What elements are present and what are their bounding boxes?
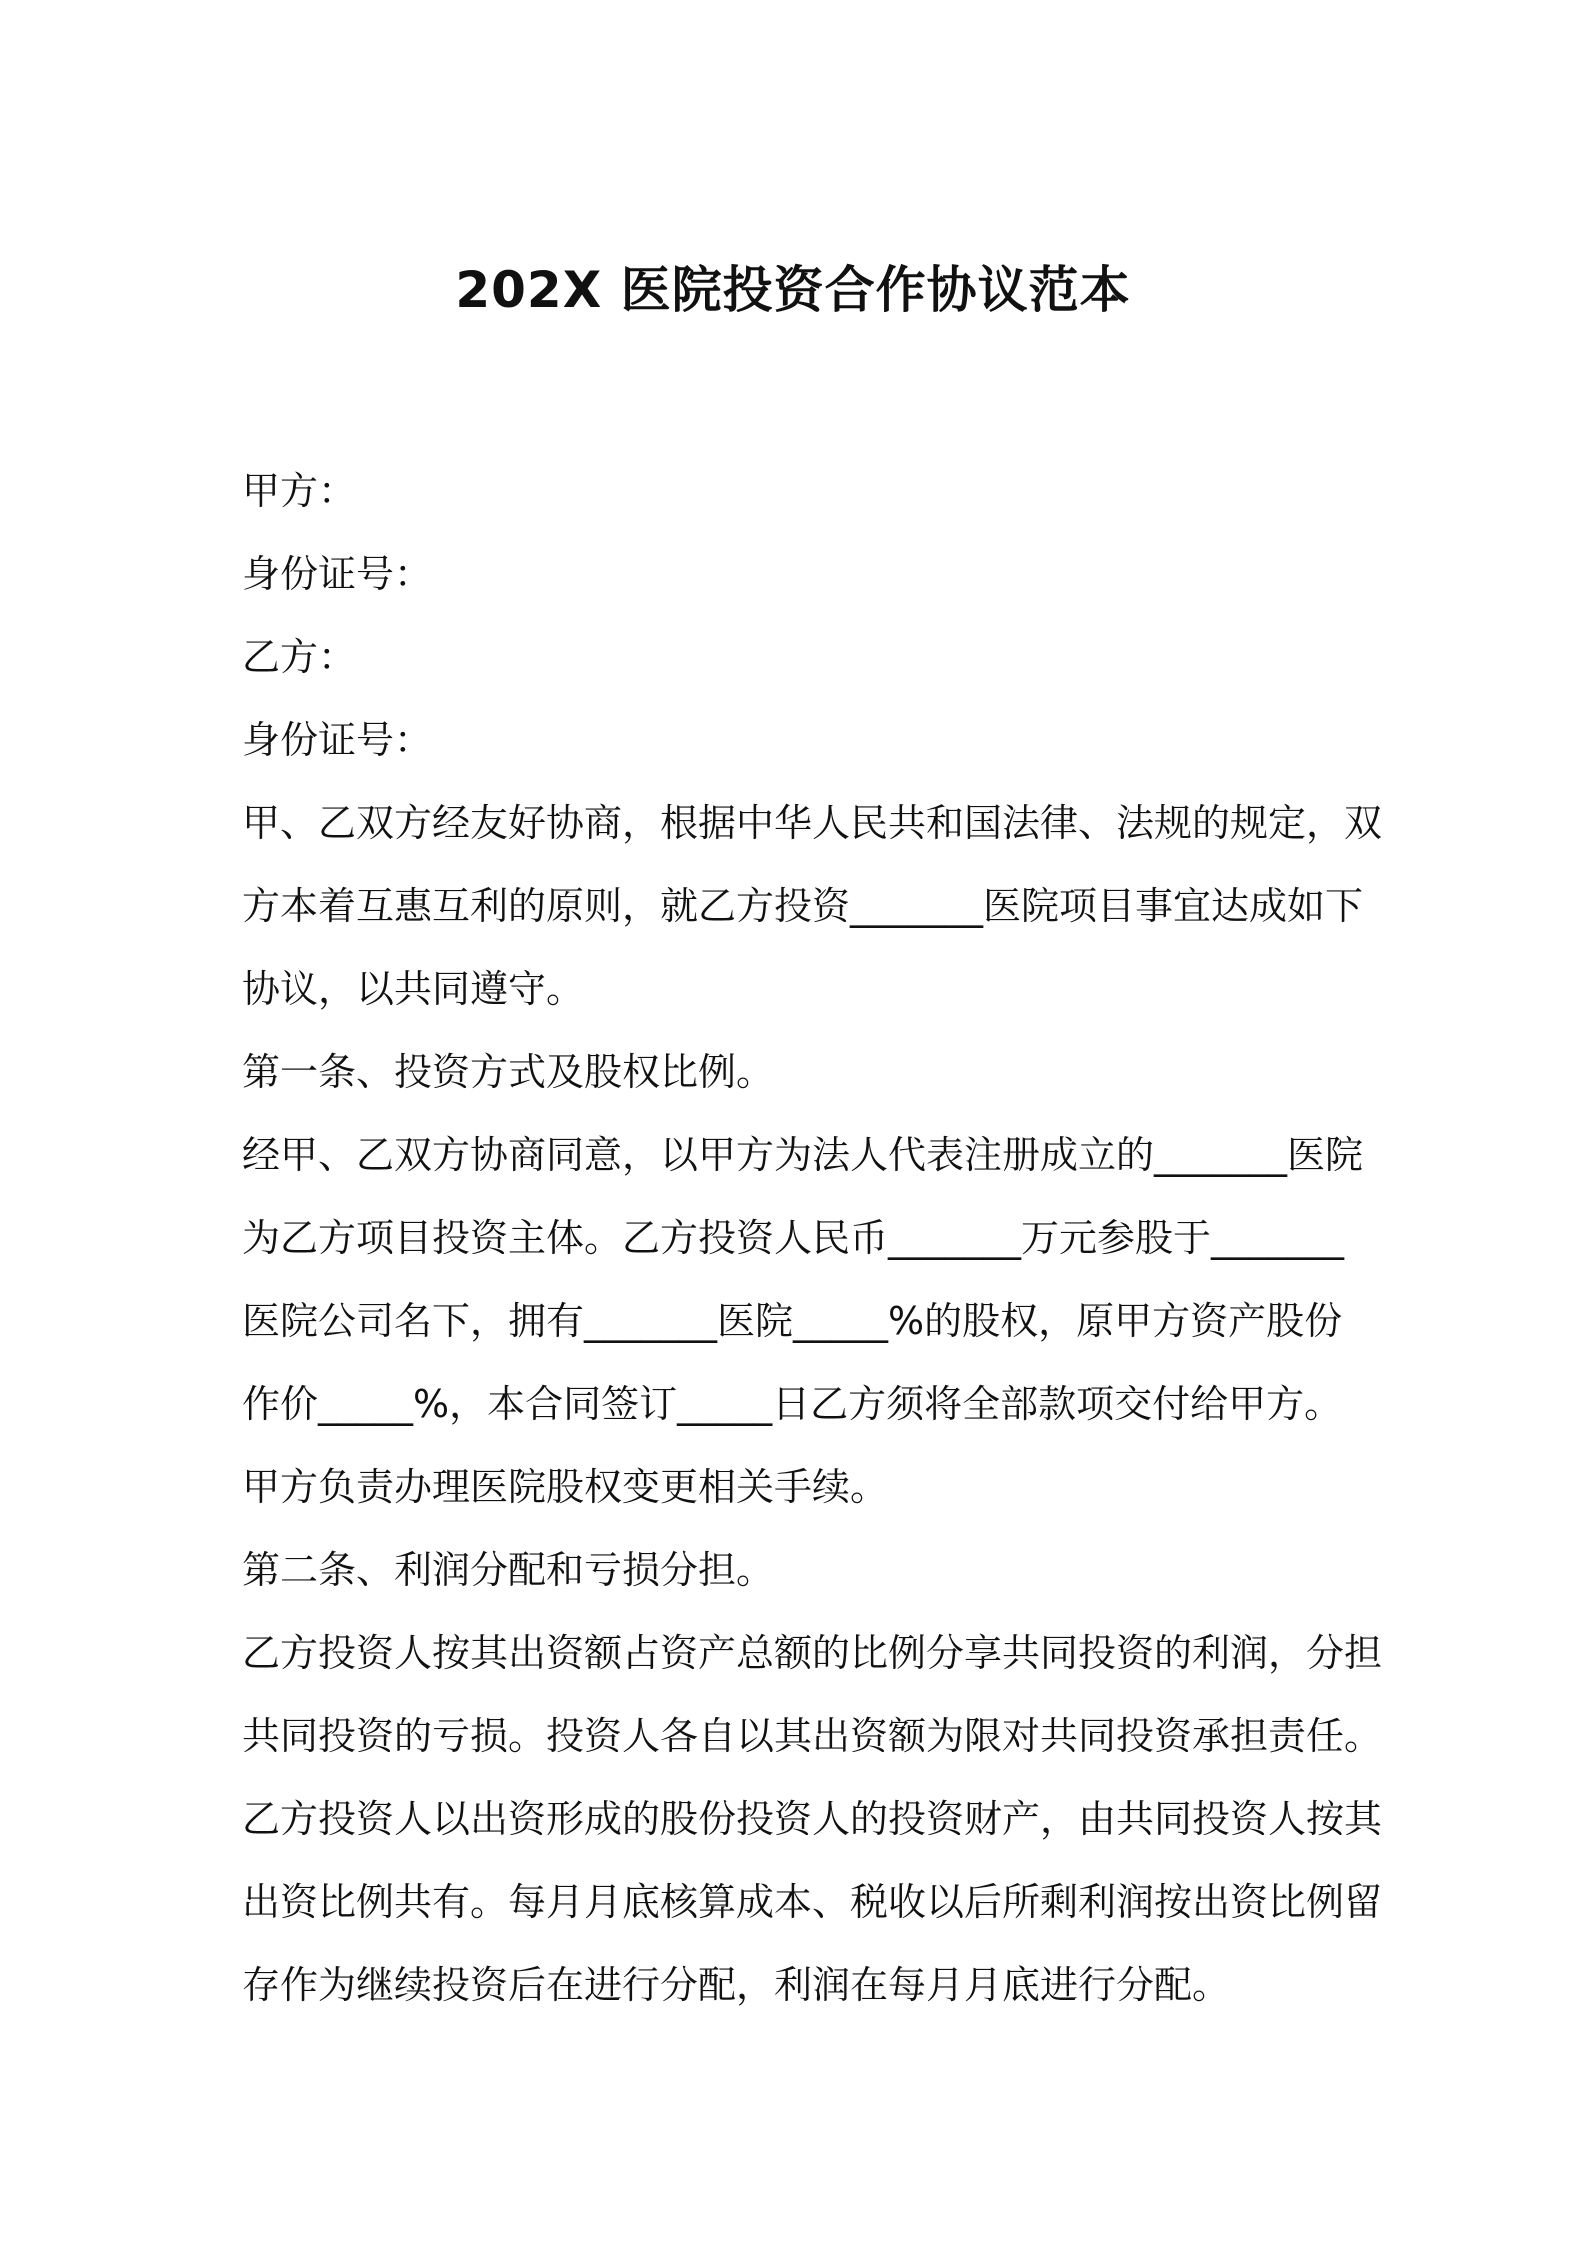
article-two-line: 存作为继续投资后在进行分配，利润在每月月底进行分配。 <box>242 1963 1231 2007</box>
article-two-line: 乙方投资人以出资形成的股份投资人的投资财产，由共同投资人按其 <box>242 1797 1383 1841</box>
article-one-line: 作价_____%，本合同签订_____日乙方须将全部款项交付给甲方。 <box>242 1382 1343 1426</box>
party-b-id-label: 身份证号： <box>242 718 433 762</box>
party-b-label: 乙方： <box>242 635 357 679</box>
preamble-line: 协议，以共同遵守。 <box>242 967 585 1011</box>
document-body <box>242 450 1383 2027</box>
article-one-line: 经甲、乙双方协商同意，以甲方为法人代表注册成立的_______医院 <box>242 1133 1364 1177</box>
preamble-line: 方本着互惠互利的原则，就乙方投资_______医院项目事宜达成如下 <box>242 884 1364 928</box>
preamble-line: 甲、乙双方经友好协商，根据中华人民共和国法律、法规的规定，双 <box>242 801 1383 845</box>
article-one-heading: 第一条、投资方式及股权比例。 <box>242 1050 775 1094</box>
article-two-line: 乙方投资人按其出资额占资产总额的比例分享共同投资的利润，分担 <box>242 1631 1383 1675</box>
article-two-heading: 第二条、利润分配和亏损分担。 <box>242 1548 775 1592</box>
article-one-line: 为乙方项目投资主体。乙方投资人民币_______万元参股于_______ <box>242 1216 1345 1260</box>
article-two-line: 共同投资的亏损。投资人各自以其出资额为限对共同投资承担责任。 <box>242 1714 1383 1758</box>
article-one-line: 甲方负责办理医院股权变更相关手续。 <box>242 1465 889 1509</box>
party-a-id-label: 身份证号： <box>242 552 433 596</box>
document-title: 202X 医院投资合作协议范本 <box>455 261 1131 319</box>
party-a-label: 甲方： <box>242 469 357 513</box>
article-one-line: 医院公司名下，拥有_______医院_____%的股权，原甲方资产股份 <box>242 1299 1343 1343</box>
article-two-line: 出资比例共有。每月月底核算成本、税收以后所剩利润按出资比例留 <box>242 1880 1383 1924</box>
